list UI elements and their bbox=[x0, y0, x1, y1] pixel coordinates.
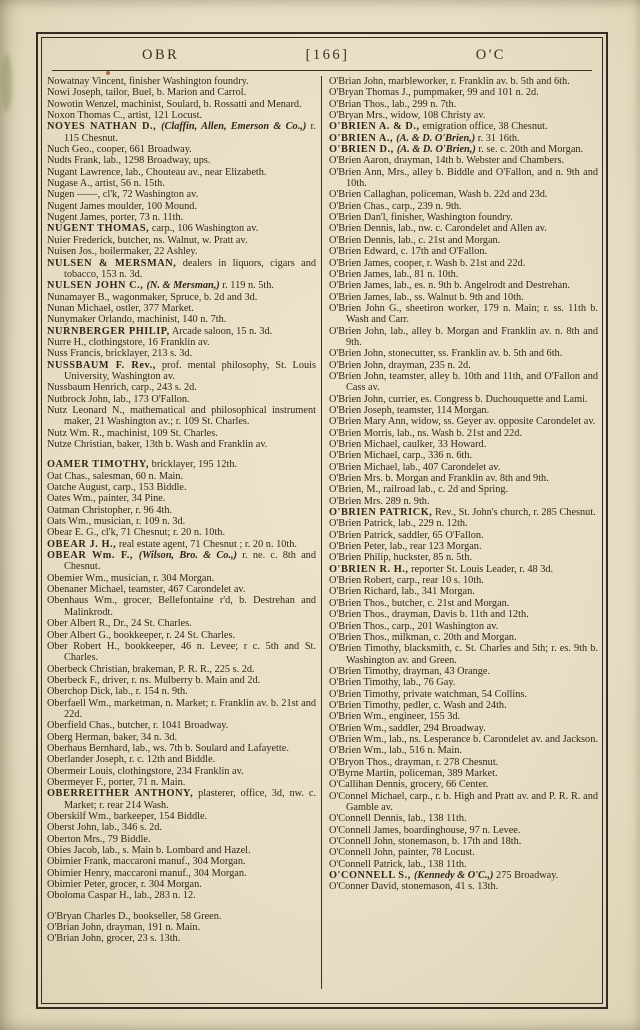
directory-entry: O'Brien Peter, lab., rear 123 Morgan. bbox=[329, 541, 482, 553]
directory-entry: O'BRIEN D., (A. & D. O'Brien,) r. se. c. 20th and Morgan. bbox=[329, 144, 584, 156]
directory-entry: O'Brien Dan'l, finisher, Washington foundry. bbox=[329, 212, 513, 224]
directory-entry: O'Brien John, stonecutter, ss. Franklin av. b. 5th and 6th. bbox=[329, 348, 563, 360]
header-right-range: O'C bbox=[475, 47, 506, 63]
directory-entry: O'Brien Patrick, saddler, 65 O'Fallon. bbox=[329, 529, 484, 541]
directory-entry: Nutz Wm. R., machinist, 109 St. Charles. bbox=[47, 427, 218, 439]
directory-entry: O'Brien Thos., butcher, c. 21st and Morgan. bbox=[329, 597, 510, 609]
directory-entry: Oberg Herman, baker, 34 n. 3d. bbox=[47, 731, 178, 743]
directory-entry: O'Brien Thos., drayman, Davis b. 11th and 12th. bbox=[329, 609, 529, 621]
directory-entry: O'Brien Michael, caulker, 33 Howard. bbox=[329, 439, 487, 450]
directory-entry: O'Brien, M., railroad lab., c. 2d and Spring. bbox=[329, 484, 509, 496]
directory-entry: Nutz Leonard N., mathematical and philosophical instrument maker, 21 Washington av.; r. 109 St. Charles. bbox=[47, 404, 316, 428]
directory-entry: Obies Jacob, lab., s. Main b. Lombard and Hazel. bbox=[47, 845, 251, 857]
directory-entry: Oatman Christopher, r. 96 4th. bbox=[47, 504, 173, 516]
directory-entry: O'Brian John, drayman, 191 n. Main. bbox=[47, 922, 201, 934]
directory-entry: O'Brien Mrs. 289 n. 9th. bbox=[329, 495, 430, 507]
directory-entry: O'Brien Dennis, lab., nw. c. Carondelet and Allen av. bbox=[329, 223, 547, 235]
directory-entry: O'Brian John, marbleworker, r. Franklin av. b. 5th and 6th. bbox=[329, 76, 570, 87]
directory-entry: Nussbaum Henrich, carp., 243 s. 2d. bbox=[47, 382, 197, 394]
directory-entry: Nudts Frank, lab., 1298 Broadway, ups. bbox=[47, 155, 211, 167]
entry-group bbox=[47, 459, 316, 901]
directory-entry: Obenhaus Wm., grocer, Bellefontaine r'd, b. Destrehan and Malinkrodt. bbox=[47, 595, 316, 618]
directory-entry: Ober Robert H., bookkeeper, 46 n. Levee; r c. 5th and St. Charles. bbox=[47, 640, 316, 664]
directory-entry: O'Connell James, boardinghouse, 97 n. Levee. bbox=[329, 824, 521, 836]
directory-entry: O'Conner David, stonemason, 41 s. 13th. bbox=[329, 881, 499, 893]
entry-group bbox=[47, 911, 316, 945]
directory-entry: O'Brien Timothy, drayman, 43 Orange. bbox=[329, 665, 491, 677]
directory-entry: Oates Wm., painter, 34 Pine. bbox=[47, 493, 166, 505]
right-column bbox=[322, 76, 602, 989]
directory-entry: Obermeir Louis, clothingstore, 234 Franklin av. bbox=[47, 765, 244, 777]
directory-entry: O'BRIEN PATRICK, Rev., St. John's church, r. 285 Chesnut. bbox=[329, 507, 596, 519]
directory-entry: O'BRIEN A., (A. & D. O'Brien,) r. 31 16th. bbox=[329, 132, 520, 144]
directory-entry: O'Brian Thos., lab., 299 n. 7th. bbox=[329, 98, 457, 110]
entry-group bbox=[329, 76, 598, 893]
directory-entry: Oberlander Joseph, r. c. 12th and Biddle. bbox=[47, 754, 216, 766]
directory-entry: OBEAR Wm. F., (Wilson, Bro. & Co.,) r. ne. c. 8th and Chesnut. bbox=[47, 550, 316, 573]
directory-entry: O'Brien Michael, carp., 336 n. 6th. bbox=[329, 450, 473, 462]
directory-entry: O'Brien John, drayman, 235 n. 2d. bbox=[329, 359, 471, 371]
directory-entry: O'Brien James, cooper, r. Wash b. 21st and 22d. bbox=[329, 257, 526, 269]
directory-entry: O'Brien Joseph, teamster, 114 Morgan. bbox=[329, 404, 490, 416]
directory-entry: O'Brien James, lab., 81 n. 10th. bbox=[329, 268, 459, 280]
directory-entry: O'Brien Mrs. b. Morgan and Franklin av. 8th and 9th. bbox=[329, 473, 549, 485]
directory-entry: Obimier Frank, maccaroni manuf., 304 Morgan. bbox=[47, 856, 246, 868]
directory-entry: OBEAR J. H., real estate agent, 71 Chesnut ; r. 20 n. 10th. bbox=[47, 538, 297, 550]
directory-entry: O'Connel Michael, carp., r. b. High and Pratt av. and P. R. R. and Gamble av. bbox=[329, 790, 598, 813]
directory-entry: O'Brien Timothy, pedler, c. Wash and 24th. bbox=[329, 699, 507, 711]
directory-columns bbox=[42, 71, 602, 989]
directory-entry: O'Callihan Dennis, grocery, 66 Center. bbox=[329, 779, 489, 791]
directory-entry: O'Brien Michael, lab., 407 Carondelet av. bbox=[329, 461, 501, 473]
directory-entry: O'CONNELL S., (Kennedy & O'C.,) 275 Broadway. bbox=[329, 870, 559, 882]
directory-entry: Nuss Francis, bricklayer, 213 s. 3d. bbox=[47, 348, 193, 360]
directory-entry: O'BRIEN R. H., reporter St. Louis Leader, r. 48 3d. bbox=[329, 563, 554, 575]
directory-entry: O'Brien John, lab., alley b. Morgan and Franklin av. n. 8th and 9th. bbox=[329, 325, 598, 348]
directory-entry: Nutbrock John, lab., 173 O'Fallon. bbox=[47, 393, 190, 405]
directory-entry: O'Brien Aaron, drayman, 14th b. Webster and Chambers. bbox=[329, 155, 565, 167]
directory-entry: NUSSBAUM F. Rev., prof. mental philosophy, St. Louis University, Washington av. bbox=[47, 359, 316, 382]
directory-entry: Ober Albert G., bookkeeper, r. 24 St. Charles. bbox=[47, 629, 236, 641]
page-border-outer bbox=[36, 32, 608, 1009]
paper-smudge bbox=[1, 54, 12, 112]
directory-entry: Oboloma Caspar H., lab., 283 n. 12. bbox=[47, 890, 196, 902]
directory-entry: Oberfaell Wm., marketman, n. Market; r. Franklin av. b. 21st and 22d. bbox=[47, 697, 316, 720]
directory-entry: O'Brien Wm., lab., 516 n. Main. bbox=[329, 745, 462, 757]
directory-entry: Nunymaker Orlando, machinist, 140 n. 7th. bbox=[47, 314, 227, 326]
directory-entry: NUGENT THOMAS, carp., 106 Washington av. bbox=[47, 223, 259, 235]
directory-entry: O'Connell John, painter, 78 Locust. bbox=[329, 847, 475, 859]
page-border-inner bbox=[41, 37, 603, 1004]
directory-entry: OBERREITHER ANTHONY, plasterer, office, 3d, nw. c. Market; r. rear 214 Wash. bbox=[47, 788, 316, 811]
directory-entry: O'Brien Ann, Mrs., alley b. Biddle and O'Fallon, and n. 9th and 10th. bbox=[329, 166, 598, 190]
directory-entry: Nugent James moulder, 100 Mound. bbox=[47, 200, 198, 212]
directory-entry: O'Brien Timothy, private watchman, 54 Collins. bbox=[329, 688, 527, 700]
directory-entry: Ober Albert R., Dr., 24 St. Charles. bbox=[47, 618, 192, 630]
directory-entry: O'Brien James, lab., ss. Walnut b. 9th and 10th. bbox=[329, 291, 524, 303]
directory-entry: Oberbeck F., driver, r. ns. Mulberry b. Main and 2d. bbox=[47, 674, 261, 686]
directory-entry: O'Brien Thos., milkman, c. 20th and Morgan. bbox=[329, 631, 517, 643]
directory-entry: O'Bryan Mrs., widow, 108 Christy av. bbox=[329, 110, 486, 122]
directory-entry: Oberchop Dick, lab., r. 154 n. 9th. bbox=[47, 686, 188, 698]
directory-entry: O'Brien Robert, carp., rear 10 s. 10th. bbox=[329, 575, 484, 587]
directory-entry: O'Brien Richard, lab., 341 Morgan. bbox=[329, 586, 475, 598]
directory-entry: Obermeyer F., porter, 71 n. Main. bbox=[47, 776, 186, 788]
directory-entry: Obimier Peter, grocer, r. 304 Morgan. bbox=[47, 879, 202, 891]
header-left-range: OBR bbox=[142, 47, 180, 63]
directory-entry: Nunan Michael, ostler, 377 Market. bbox=[47, 302, 194, 314]
directory-entry: O'Brien Patrick, lab., 229 n. 12th. bbox=[329, 518, 468, 530]
directory-entry: Oberton Mrs., 79 Biddle. bbox=[47, 833, 151, 845]
directory-entry: Oberbeck Christian, brakeman, P. R. R., 225 s. 2d. bbox=[47, 663, 255, 675]
directory-entry: O'Brian John, grocer, 23 s. 13th. bbox=[47, 933, 181, 945]
directory-entry: Nuier Frederick, butcher, ns. Walnut, w. Pratt av. bbox=[47, 234, 248, 246]
directory-entry: OAMER TIMOTHY, bricklayer, 195 12th. bbox=[47, 459, 238, 471]
directory-entry: Noxon Thomas C., artist, 121 Locust. bbox=[47, 110, 203, 122]
directory-entry: NOYES NATHAN D., (Claffin, Allen, Emerson & Co.,) r. 115 Chesnut. bbox=[47, 121, 316, 144]
directory-entry: Oberfield Chas., butcher, r. 1041 Broadway. bbox=[47, 720, 229, 732]
directory-entry: Nugant Lawrence, lab., Chouteau av., near Elizabeth. bbox=[47, 166, 267, 178]
directory-entry: Nowatnay Vincent, finisher Washington foundry. bbox=[47, 76, 249, 87]
directory-entry: Oats Wm., musician, r. 109 n. 3d. bbox=[47, 516, 186, 528]
directory-entry: O'Brien Morris, lab., ns. Wash b. 21st and 22d. bbox=[329, 427, 523, 439]
directory-entry: O'Connell Patrick, lab., 138 11th. bbox=[329, 858, 467, 870]
directory-entry: NULSEN & MERSMAN, dealers in liquors, cigars and tobacco, 153 n. 3d. bbox=[47, 257, 316, 280]
directory-entry: O'Brien Thos., carp., 201 Washington av. bbox=[329, 620, 499, 632]
directory-entry: Obenaner Michael, teamster, 467 Carondelet av. bbox=[47, 584, 246, 596]
directory-entry: Oberhaus Bernhard, lab., ws. 7th b. Soulard and Lafayette. bbox=[47, 742, 289, 754]
directory-entry: Nuisen Jos., boilermaker, 22 Ashley. bbox=[47, 246, 198, 258]
directory-entry: O'Brien Wm., lab., ns. Lesperance b. Carondelet av. and Jackson. bbox=[329, 733, 598, 745]
directory-entry: Oatche August, carp., 153 Biddle. bbox=[47, 482, 187, 494]
directory-entry: NURNBERGER PHILIP, Arcade saloon, 15 n. 3d. bbox=[47, 325, 273, 337]
directory-entry: O'Brien John, teamster, alley b. 10th and 11th, and O'Fallon and Cass av. bbox=[329, 370, 598, 394]
directory-entry: O'Byrne Martin, policeman, 389 Market. bbox=[329, 767, 498, 779]
directory-entry: O'Brien Timothy, blacksmith, c. St. Charles and 5th; r. es. 9th b. Washington av. and Green. bbox=[329, 643, 598, 666]
page-number: [166] bbox=[305, 47, 350, 63]
directory-entry: O'Brien Timothy, lab., 76 Gay. bbox=[329, 677, 456, 689]
directory-entry: Nunamayer B., wagonmaker, Spruce, b. 2d and 3d. bbox=[47, 291, 258, 303]
directory-entry: O'Brien Chas., carp., 239 n. 9th. bbox=[329, 200, 462, 212]
directory-entry: O'Brien John G., sheetiron worker, 179 n. Main; r. ss. 11th b. Wash and Carr. bbox=[329, 302, 598, 326]
directory-entry: Obemier Wm., musician, r. 304 Morgan. bbox=[47, 572, 215, 584]
left-column bbox=[42, 76, 321, 989]
directory-entry: O'Connell John, stonemason, b. 17th and 18th. bbox=[329, 836, 522, 848]
directory-entry: O'Brien Edward, c. 17th and O'Fallon. bbox=[329, 246, 488, 258]
directory-entry: O'Connell Dennis, lab., 138 11th. bbox=[329, 813, 467, 825]
directory-entry: Nowi Joseph, tailor, Buel, b. Marion and Carrol. bbox=[47, 87, 247, 99]
directory-entry: Nurre H., clothingstore, 16 Franklin av. bbox=[47, 336, 210, 348]
directory-entry: Nutze Christian, baker, 13th b. Wash and Franklin av. bbox=[47, 439, 268, 450]
directory-entry: O'Brien James, lab., es. n. 9th b. Angelrodt and Destrehan. bbox=[329, 280, 570, 292]
directory-entry: Nugase A., artist, 56 n. 15th. bbox=[47, 178, 165, 190]
directory-entry: O'Brien Wm., saddler, 294 Broadway. bbox=[329, 722, 486, 734]
directory-entry: Nuch Geo., cooper, 661 Broadway. bbox=[47, 144, 192, 156]
directory-entry: O'Bryan Thomas J., pumpmaker, 99 and 101 n. 2d. bbox=[329, 87, 539, 99]
directory-entry: O'Bryan Charles D., bookseller, 58 Green. bbox=[47, 910, 222, 922]
directory-entry: Obear E. G., cl'k, 71 Chesnut; r. 20 n. 10th. bbox=[47, 527, 226, 539]
directory-entry: O'BRIEN A. & D., emigration office, 38 Chesnut. bbox=[329, 121, 548, 133]
directory-entry: Nowotin Wenzel, machinist, Soulard, b. Rossatti and Menard. bbox=[47, 98, 302, 110]
directory-entry: Nugen ——, cl'k, 72 Washington av. bbox=[47, 189, 199, 201]
directory-entry: Oberst John, lab., 346 s. 2d. bbox=[47, 822, 162, 834]
directory-entry: Obimier Henry, maccaroni manuf., 304 Morgan. bbox=[47, 867, 247, 879]
directory-entry: O'Brien John, currier, es. Congress b. Duchouquette and Lami. bbox=[329, 393, 588, 405]
directory-entry: O'Brien Dennis, lab., c. 21st and Morgan. bbox=[329, 234, 501, 246]
directory-entry: O'Brien Callaghan, policeman, Wash b. 22d and 23d. bbox=[329, 189, 548, 201]
directory-entry: O'Brien Wm., engineer, 155 3d. bbox=[329, 711, 461, 723]
directory-entry: Oat Chas., salesman, 60 n. Main. bbox=[47, 470, 184, 482]
directory-entry: O'Bryon Thos., drayman, r. 278 Chesnut. bbox=[329, 756, 499, 768]
directory-entry: O'Brien Mary Ann, widow, ss. Geyer av. opposite Carondelet av. bbox=[329, 416, 596, 428]
entry-group bbox=[47, 76, 316, 450]
directory-entry: Oberskilf Wm., barkeeper, 154 Biddle. bbox=[47, 811, 208, 822]
directory-entry: NULSEN JOHN C., (N. & Mersman,) r. 119 n. 5th. bbox=[47, 280, 274, 292]
page-header bbox=[42, 38, 602, 66]
directory-entry: Nugent James, porter, 73 n. 11th. bbox=[47, 212, 184, 224]
directory-entry: O'Brien Philip, huckster, 85 n. 5th. bbox=[329, 552, 473, 564]
